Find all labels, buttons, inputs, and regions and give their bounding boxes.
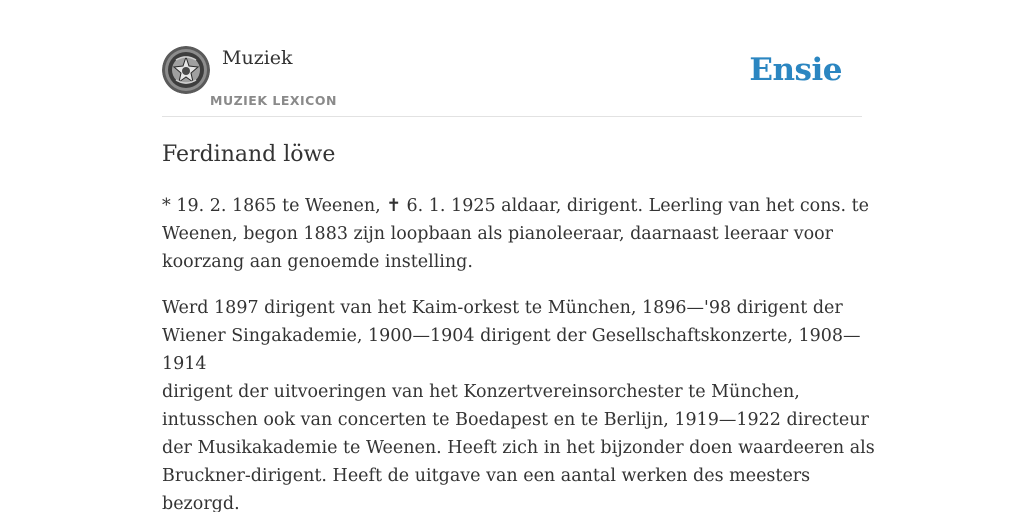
article-paragraph: * 19. 2. 1865 te Weenen, ✝ 6. 1. 1925 aldaar, dirigent. Leerling van het cons. te Weenen, begon 1883 zijn loopbaan als pianoleeraar, daarnaast leeraar voor koorzang aan genoemde instelling. <box>162 196 869 272</box>
page-title: Ferdinand löwe <box>162 142 336 167</box>
lexicon-subtitle[interactable]: MUZIEK LEXICON <box>210 93 337 108</box>
article-body <box>162 192 882 512</box>
brand-logo[interactable]: Ensie <box>749 52 842 88</box>
article-paragraph: Werd 1897 dirigent van het Kaim-orkest te München, 1896—'98 dirigent der Wiener Singakademie, 1900—1904 dirigent der Gesellschaftskonzerte, 1908—1914 dirigent der uitvoeringen van het Konzertvereinsorchester te München, intusschen ook van concerten te Boedapest en te Berlijn, 1919—1922 directeur der Musikakademie te Weenen. Heeft zich in het bijzonder doen waardeeren als Bruckner-dirigent. Heeft de uitgave van een aantal werken des meesters bezorgd. <box>162 298 875 512</box>
header <box>162 44 862 117</box>
category-link[interactable]: Muziek <box>222 47 293 69</box>
emblem-icon[interactable] <box>162 46 210 94</box>
